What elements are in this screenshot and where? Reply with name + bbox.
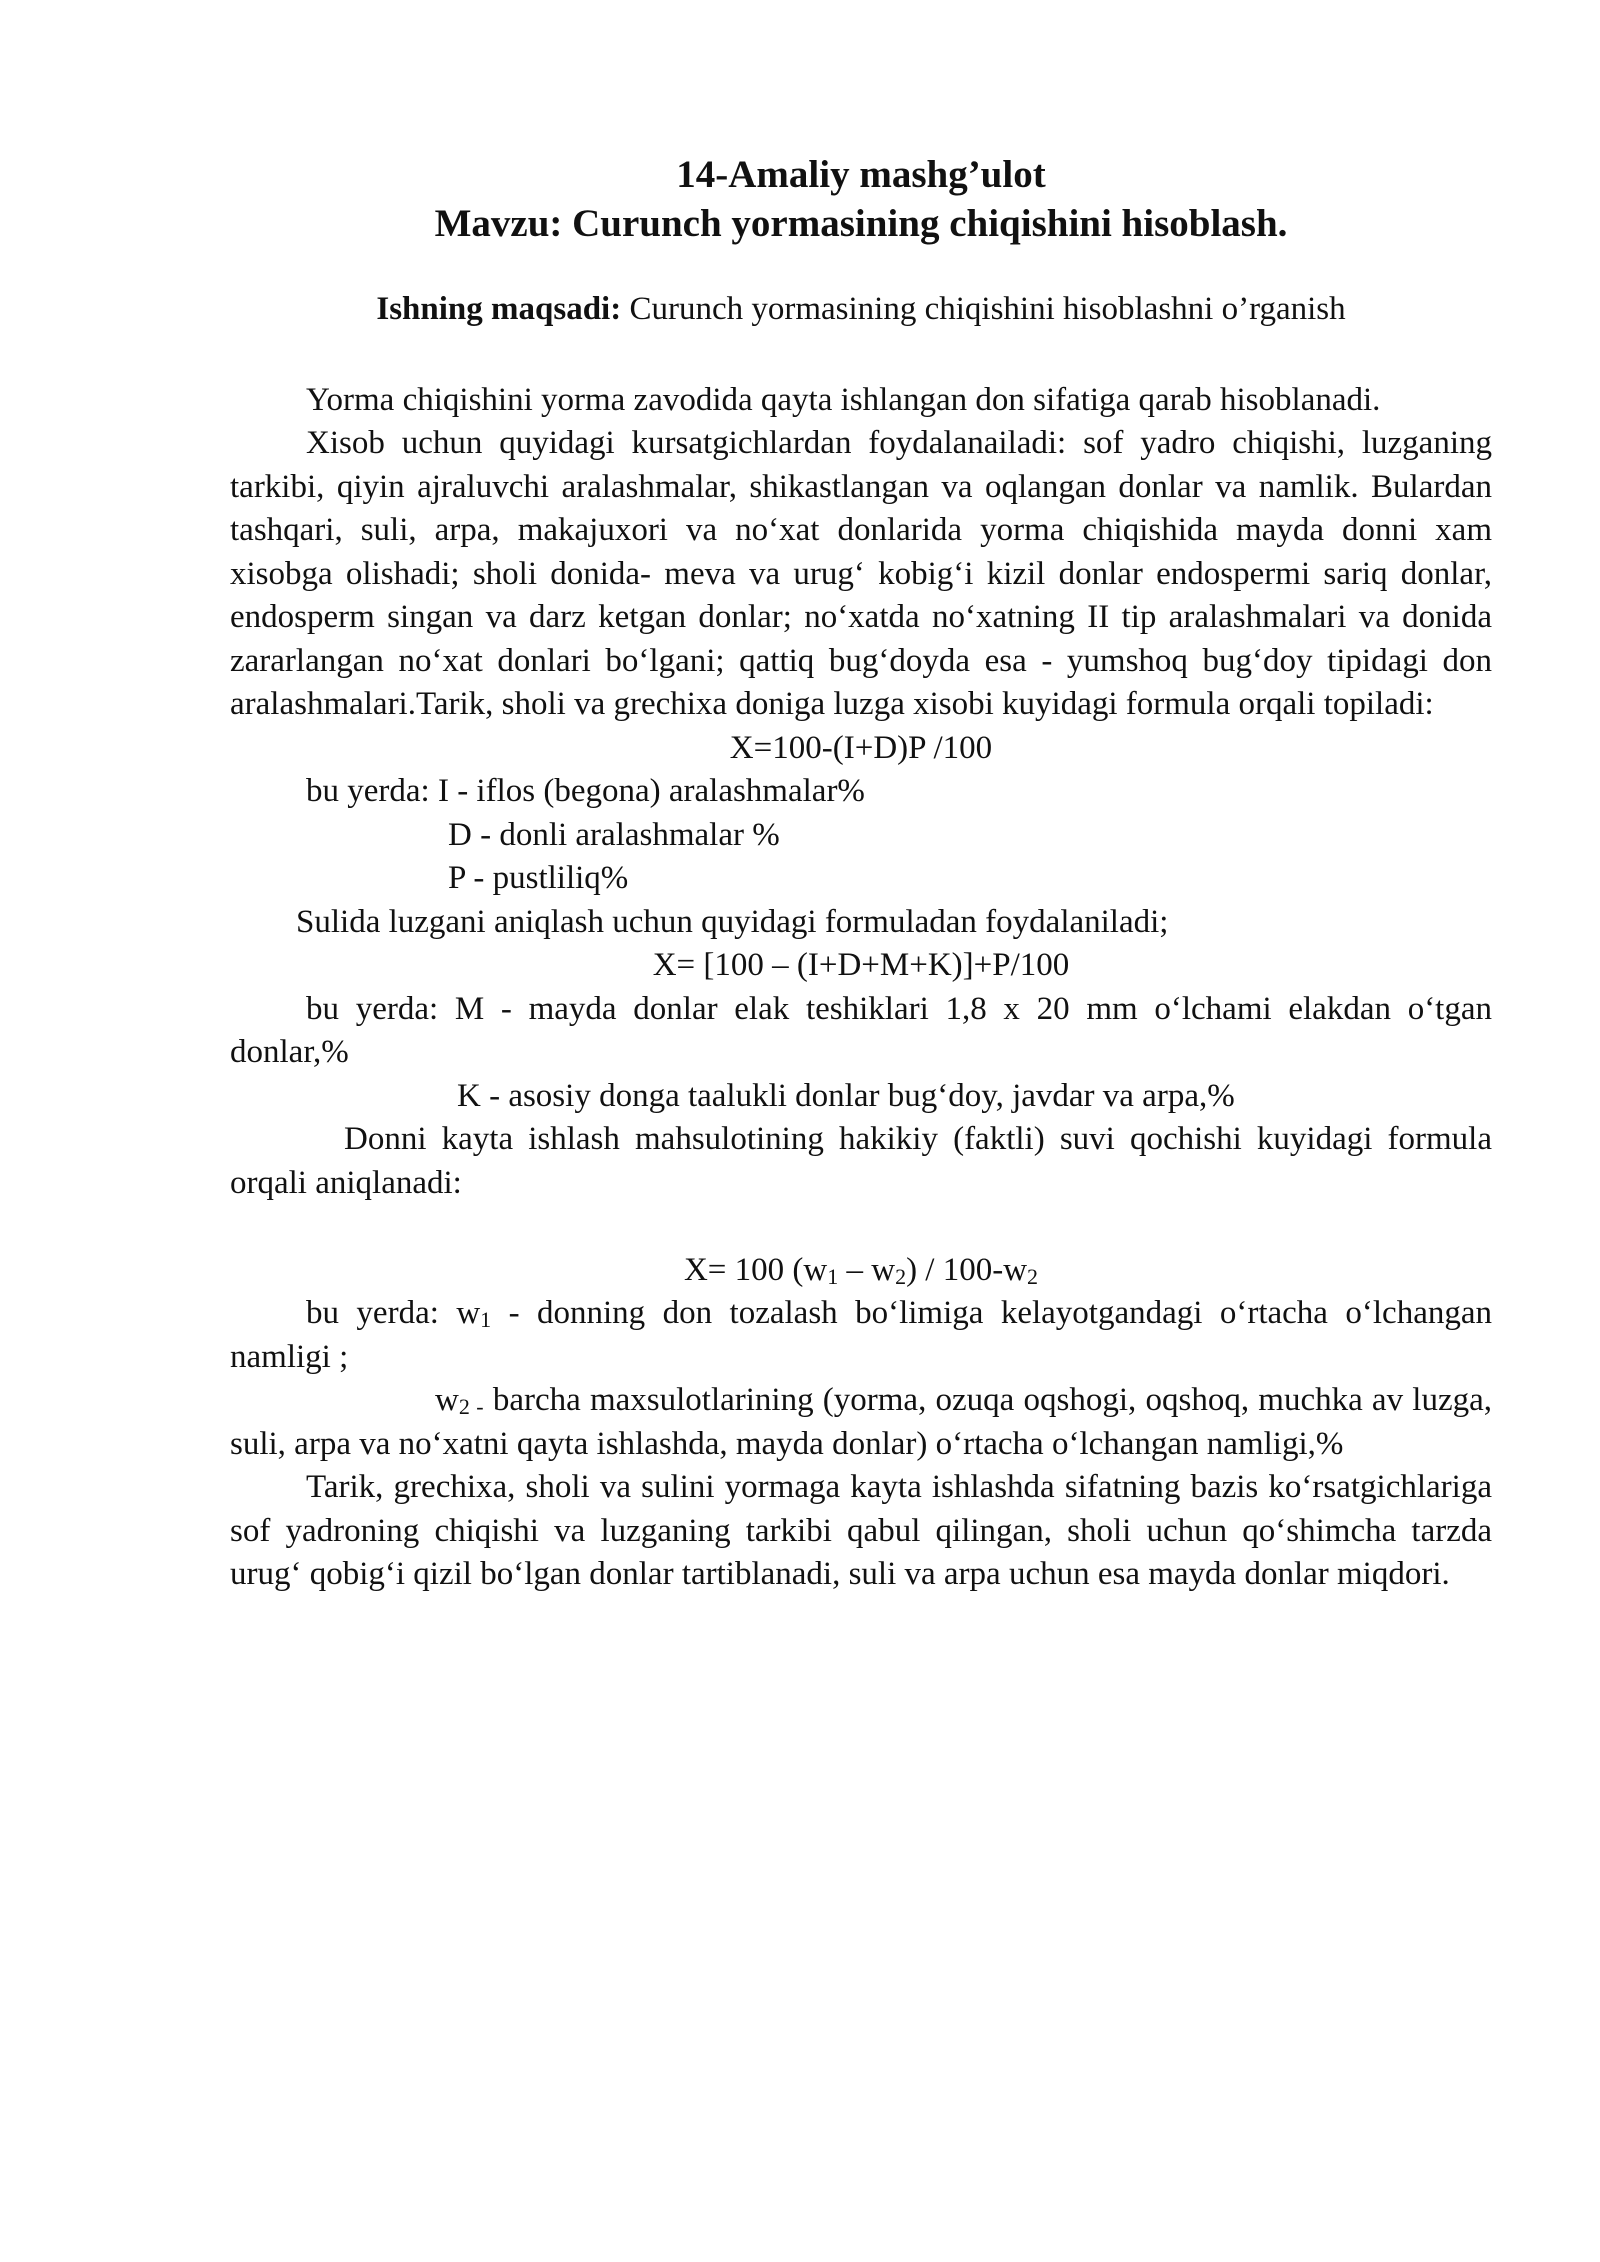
purpose-label: Ishning maqsadi: bbox=[376, 291, 622, 327]
paragraph-1: Yorma chiqishini yorma zavodida qayta ishlangan don sifatiga qarab hisoblanadi. bbox=[306, 381, 1381, 418]
paragraph-5: Tarik, grechixa, sholi va sulini yormaga kayta ishlashda sifatning bazis ko‘rsatgichlariga sof yadroning chiqishi va luzganing tarkibi qabul qilingan, sholi uchun qo‘shimcha tarzda urug‘ qobig‘i qizil bo‘lgan donlar tartiblanadi, suli va arpa uchun esa mayda donlar miqdori. bbox=[230, 1469, 1492, 1592]
spacer bbox=[230, 1205, 1492, 1249]
definition-M: bu yerda: M - mayda donlar elak teshiklari 1,8 x 20 mm o‘lchami elakdan o‘tgan donlar,% bbox=[230, 990, 1492, 1070]
document-page bbox=[230, 150, 1492, 1597]
formula-3: X= 100 $(w_1 - w_2) / 100-w_2$ bbox=[683, 1251, 1039, 1289]
definition-I: bu yerda: I - iflos (begona) aralashmalar% bbox=[306, 773, 865, 809]
formula-1: X=100-(I+D)P /100 bbox=[729, 729, 993, 766]
purpose-line bbox=[230, 288, 1492, 332]
definition-P: P - pustliliq% bbox=[448, 860, 629, 896]
formula-2: X= [100 – (I+D+M+K)]+P/100 bbox=[652, 947, 1070, 983]
paragraph-2: Xisob uchun quyidagi kursatgichlardan foydalanailadi: sof yadro chiqishi, luzganing tarkibi, qiyin ajraluvchi aralashmalar, shikastlangan va oqlangan donlar va namlik. Bulardan tashqari, suli, arpa, makajuxori va no‘xat donlarida yorma chiqishida mayda donni xam xisobga olishadi; sholi donida- meva va urug‘ kobig‘i kizil donlar endospermi sariq donlar, endosperm singan va darz ketgan donlar; no‘xatda no‘xatning II tip aralashmalari va donida zararlangan no‘xat donlari bo‘lgani; qattiq bug‘doyda esa - yumshoq bug‘doy tipidagi don aralashmalari.Tarik, sholi va grechixa doniga luzga xisobi kuyidagi formula orqali topiladi: bbox=[230, 425, 1492, 722]
definition-w1: bu yerda: $w_1$ - donning don tozalash bo‘limiga kelayotgandagi o‘rtacha o‘lchangan namligi ; bbox=[230, 1295, 1492, 1375]
paragraph-4: Donni kayta ishlash mahsulotining hakikiy (faktli) suvi qochishi kuyidagi formula orqali aniqlanadi: bbox=[230, 1121, 1492, 1201]
topic-title: Mavzu: Curunch yormasining chiqishini hisoblash. bbox=[434, 202, 1288, 245]
lesson-title: 14-Amaliy mashg’ulot bbox=[676, 153, 1046, 196]
purpose-text: Curunch yormasining chiqishini hisoblashni o’rganish bbox=[621, 291, 1346, 327]
definition-D: D - donli aralashmalar % bbox=[448, 816, 780, 853]
definition-w2: $w_{2 -}$ barcha maxsulotlarining (yorma, ozuqa oqshogi, oqshoq, muchka av luzga, suli, arpa va no‘xatni qayta ishlashda, mayda donlar) o‘rtacha o‘lchangan namligi,% bbox=[230, 1382, 1492, 1462]
paragraph-3: Sulida luzgani aniqlash uchun quyidagi formuladan foydalaniladi; bbox=[296, 903, 1169, 940]
definition-K: K - asosiy donga taalukli donlar bug‘doy, javdar va arpa,% bbox=[457, 1077, 1235, 1114]
